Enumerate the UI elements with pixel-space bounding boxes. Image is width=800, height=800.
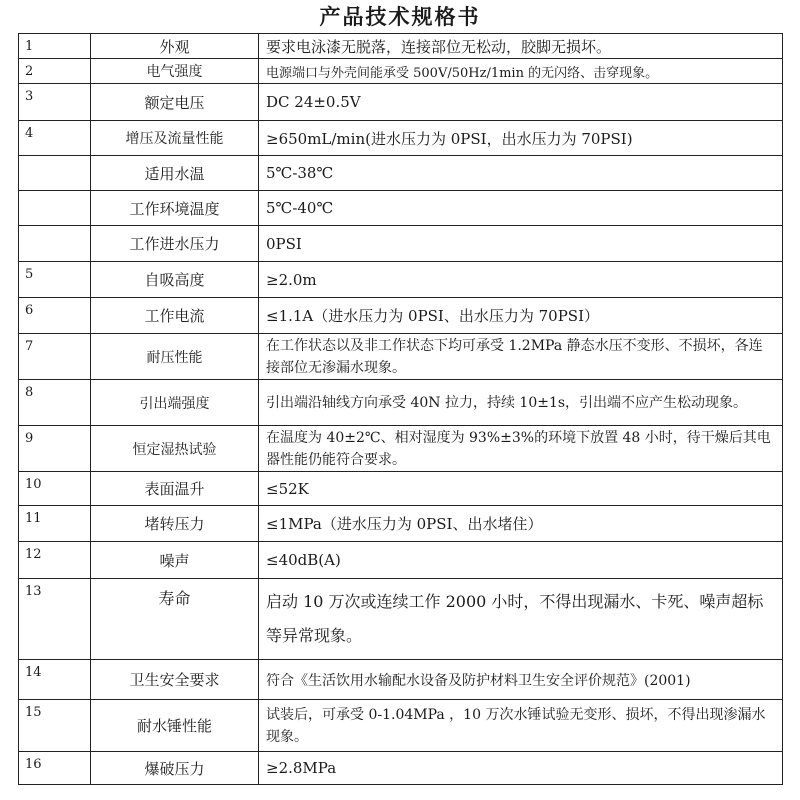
row-number: 10	[19, 472, 91, 506]
table-row	[19, 542, 783, 579]
spec-value: 试装后，可承受 0-1.04MPa ，10 万次水锤试验无变形、损坏，不得出现渗漏水现象。	[259, 700, 783, 752]
row-number: 1	[19, 34, 91, 59]
table-row	[19, 156, 783, 191]
spec-name: 增压及流量性能	[91, 121, 259, 156]
table-row	[19, 191, 783, 226]
table-row	[19, 579, 783, 660]
table-row	[19, 334, 783, 380]
spec-name: 引出端强度	[91, 380, 259, 426]
row-number: 14	[19, 660, 91, 700]
table-row	[19, 472, 783, 506]
spec-name: 工作电流	[91, 298, 259, 334]
spec-value: ≤1MPa（进水压力为 0PSI、出水堵住）	[259, 506, 783, 542]
spec-value: DC 24±0.5V	[259, 84, 783, 121]
table-row	[19, 84, 783, 121]
spec-name: 爆破压力	[91, 752, 259, 785]
spec-name: 噪声	[91, 542, 259, 579]
spec-value: 启动 10 万次或连续工作 2000 小时，不得出现漏水、卡死、噪声超标等异常现象。	[259, 579, 783, 660]
table-row	[19, 752, 783, 785]
spec-value: 符合《生活饮用水输配水设备及防护材料卫生安全评价规范》(2001)	[259, 660, 783, 700]
row-number: 6	[19, 298, 91, 334]
spec-name: 表面温升	[91, 472, 259, 506]
table-row	[19, 59, 783, 84]
row-number: 4	[19, 121, 91, 156]
row-number: 3	[19, 84, 91, 121]
spec-value: ≥650mL/min(进水压力为 0PSI，出水压力为 70PSI)	[259, 121, 783, 156]
spec-value: 引出端沿轴线方向承受 40N 拉力，持续 10±1s，引出端不应产生松动现象。	[259, 380, 783, 426]
spec-name: 寿命	[91, 579, 259, 660]
row-number: 12	[19, 542, 91, 579]
spec-value: ≥2.8MPa	[259, 752, 783, 785]
spec-value: ≥2.0m	[259, 262, 783, 298]
spec-value: 要求电泳漆无脱落，连接部位无松动，胶脚无损坏。	[259, 34, 783, 59]
spec-name: 卫生安全要求	[91, 660, 259, 700]
spec-table	[18, 33, 783, 785]
spec-value: 5℃-40℃	[259, 191, 783, 226]
spec-value: 0PSI	[259, 226, 783, 262]
document-title: 产品技术规格书	[319, 5, 481, 29]
row-number	[19, 156, 91, 191]
spec-name: 工作环境温度	[91, 191, 259, 226]
table-row	[19, 506, 783, 542]
row-number: 11	[19, 506, 91, 542]
row-number: 9	[19, 426, 91, 472]
row-number: 5	[19, 262, 91, 298]
table-row	[19, 34, 783, 59]
spec-value: 在工作状态以及非工作状态下均可承受 1.2MPa 静态水压不变形、不损坏，各连接部位无渗漏水现象。	[259, 334, 783, 380]
spec-value: 5℃-38℃	[259, 156, 783, 191]
spec-name: 工作进水压力	[91, 226, 259, 262]
spec-value: ≤1.1A（进水压力为 0PSI、出水压力为 70PSI）	[259, 298, 783, 334]
row-number: 8	[19, 380, 91, 426]
table-row	[19, 121, 783, 156]
spec-name: 耐压性能	[91, 334, 259, 380]
spec-name: 堵转压力	[91, 506, 259, 542]
row-number	[19, 226, 91, 262]
spec-name: 恒定湿热试验	[91, 426, 259, 472]
spec-value: 在温度为 40±2℃、相对湿度为 93%±3%的环境下放置 48 小时，待干燥后其电器性能仍能符合要求。	[259, 426, 783, 472]
table-row	[19, 700, 783, 752]
row-number	[19, 191, 91, 226]
table-row	[19, 660, 783, 700]
spec-name: 额定电压	[91, 84, 259, 121]
spec-name: 自吸高度	[91, 262, 259, 298]
table-row	[19, 226, 783, 262]
row-number: 16	[19, 752, 91, 785]
spec-value: ≤52K	[259, 472, 783, 506]
row-number: 7	[19, 334, 91, 380]
row-number: 2	[19, 59, 91, 84]
table-row	[19, 262, 783, 298]
spec-value: ≤40dB(A)	[259, 542, 783, 579]
spec-value: 电源端口与外壳间能承受 500V/50Hz/1min 的无闪络、击穿现象。	[259, 59, 783, 84]
spec-name: 电气强度	[91, 59, 259, 84]
table-row	[19, 298, 783, 334]
table-row	[19, 426, 783, 472]
table-row	[19, 380, 783, 426]
row-number: 15	[19, 700, 91, 752]
spec-name: 适用水温	[91, 156, 259, 191]
row-number: 13	[19, 579, 91, 660]
spec-name: 耐水锤性能	[91, 700, 259, 752]
spec-name: 外观	[91, 34, 259, 59]
